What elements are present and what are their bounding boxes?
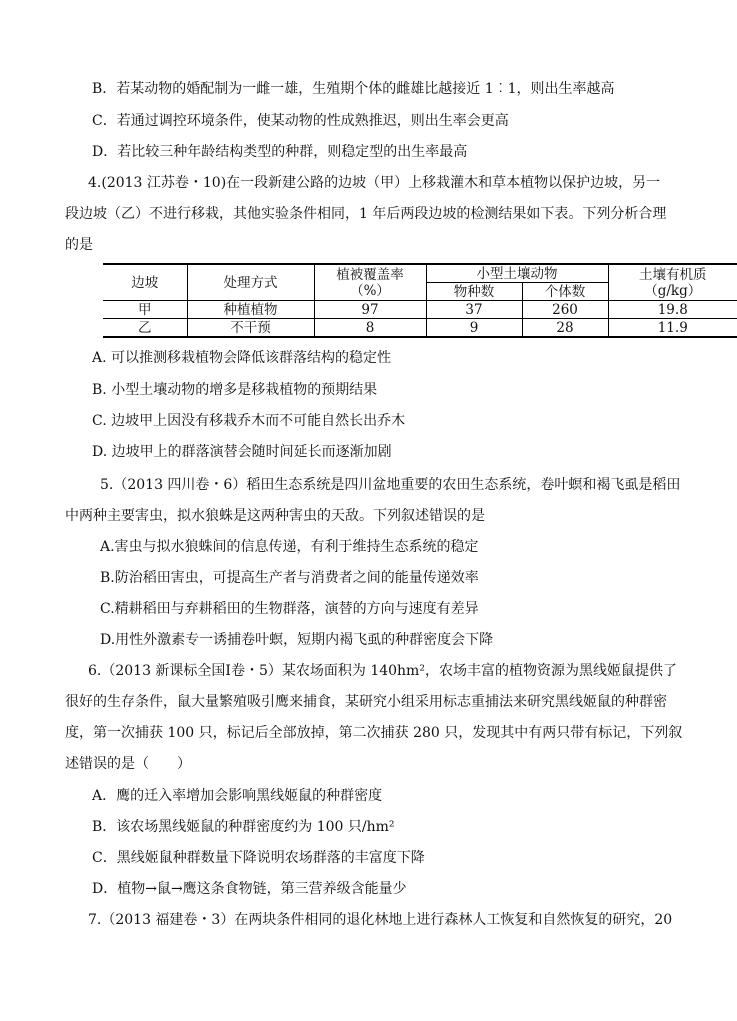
header-organic [608,264,737,301]
q5-option-a: A.害虫与拟水狼蛛间的信息传递，有利于维持生态系统的稳定 [100,539,479,555]
cell-slope: 乙 [103,319,187,338]
cell-method: 不干预 [187,319,314,338]
soil-data-table [103,263,737,338]
q6-option-c: C．黑线姬鼠种群数量下降说明农场群落的丰富度下降 [92,850,425,866]
cell-cover: 97 [314,301,426,319]
cell-organic: 19.8 [608,301,737,319]
q6-option-a: A．鹰的迁入率增加会影响黑线姬鼠的种群密度 [92,788,383,804]
q4-stem-line1: 4.(2013 江苏卷・10)在一段新建公路的边坡（甲）上移栽灌木和草本植物以保护边坡，另一 [88,175,661,191]
header-organic-label: 土壤有机质 [639,266,707,283]
header-individuals: 个体数 [522,283,608,301]
table-header-row [103,264,737,283]
q4-option-c: C. 边坡甲上因没有移栽乔木而不可能自然长出乔木 [92,413,406,429]
q5-option-b: B.防治稻田害虫，可提高生产者与消费者之间的能量传递效率 [100,570,479,586]
q6-stem-line3: 度，第一次捕获 100 只，标记后全部放掉，第二次捕获 280 只，发现其中有两只带有标记，下列叙 [65,725,683,741]
cell-slope: 甲 [103,301,187,319]
q6-option-b: B．该农场黑线姬鼠的种群密度约为 100 只/hm² [92,819,395,835]
q6-stem-line4: 述错误的是（ ） [65,756,191,772]
q3-option-b: B．若某动物的婚配制为一雌一雄，生殖期个体的雌雄比越接近 1︰1，则出生率越高 [92,81,615,97]
cell-individuals: 28 [522,319,608,338]
q5-stem-line1: 5.（2013 四川卷・6）稻田生态系统是四川盆地重要的农田生态系统，卷叶螟和褐飞虱是稻田 [100,477,681,493]
cell-individuals: 260 [522,301,608,319]
q3-option-d: D．若比较三种年龄结构类型的种群，则稳定型的出生率最高 [92,144,468,160]
header-slope: 边坡 [103,264,187,301]
cell-species: 9 [426,319,522,338]
header-method: 处理方式 [187,264,314,301]
q5-option-d: D.用性外激素专一诱捕卷叶螟，短期内褐飞虱的种群密度会下降 [100,632,494,648]
cell-cover: 8 [314,319,426,338]
q7-stem-line1: 7.（2013 福建卷・3）在两块条件相同的退化林地上进行森林人工恢复和自然恢复的研究，20 [88,912,673,928]
q4-option-a: A. 可以推测移栽植物会降低该群落结构的稳定性 [92,350,392,366]
q4-option-b: B. 小型土壤动物的增多是移栽植物的预期结果 [92,382,378,398]
q4-stem-line3: 的是 [65,237,93,253]
table-row [103,301,737,319]
q5-option-c: C.精耕稻田与弃耕稻田的生物群落，演替的方向与速度有差异 [100,601,479,617]
header-soil-animals: 小型土壤动物 [426,264,608,283]
cell-organic: 11.9 [608,319,737,338]
q6-option-d: D．植物→鼠→鹰这条食物链，第三营养级含能量少 [92,881,407,897]
q6-stem-line2: 很好的生存条件，鼠大量繁殖吸引鹰来捕食，某研究小组采用标志重捕法来研究黑线姬鼠的种群密 [65,694,667,710]
cell-species: 37 [426,301,522,319]
header-cover-label: 植被覆盖率 [336,266,404,283]
header-species: 物种数 [426,283,522,301]
header-cover [314,264,426,301]
header-organic-unit: （g/kg） [644,282,702,299]
q4-option-d: D. 边坡甲上的群落演替会随时间延长而逐渐加剧 [92,444,392,460]
cell-method: 种植植物 [187,301,314,319]
q4-stem-line2: 段边坡（乙）不进行移栽，其他实验条件相同，1 年后两段边坡的检测结果如下表。下列分析合理 [65,206,667,222]
q6-stem-line1: 6.（2013 新课标全国Ⅰ卷・5）某农场面积为 140hm²，农场丰富的植物资源为黑线姬鼠提供了 [88,663,677,679]
header-cover-unit: （%） [350,282,390,299]
table-row [103,319,737,338]
q3-option-c: C．若通过调控环境条件，使某动物的性成熟推迟，则出生率会更高 [92,113,509,129]
q5-stem-line2: 中两种主要害虫，拟水狼蛛是这两种害虫的天敌。下列叙述错误的是 [65,508,485,524]
